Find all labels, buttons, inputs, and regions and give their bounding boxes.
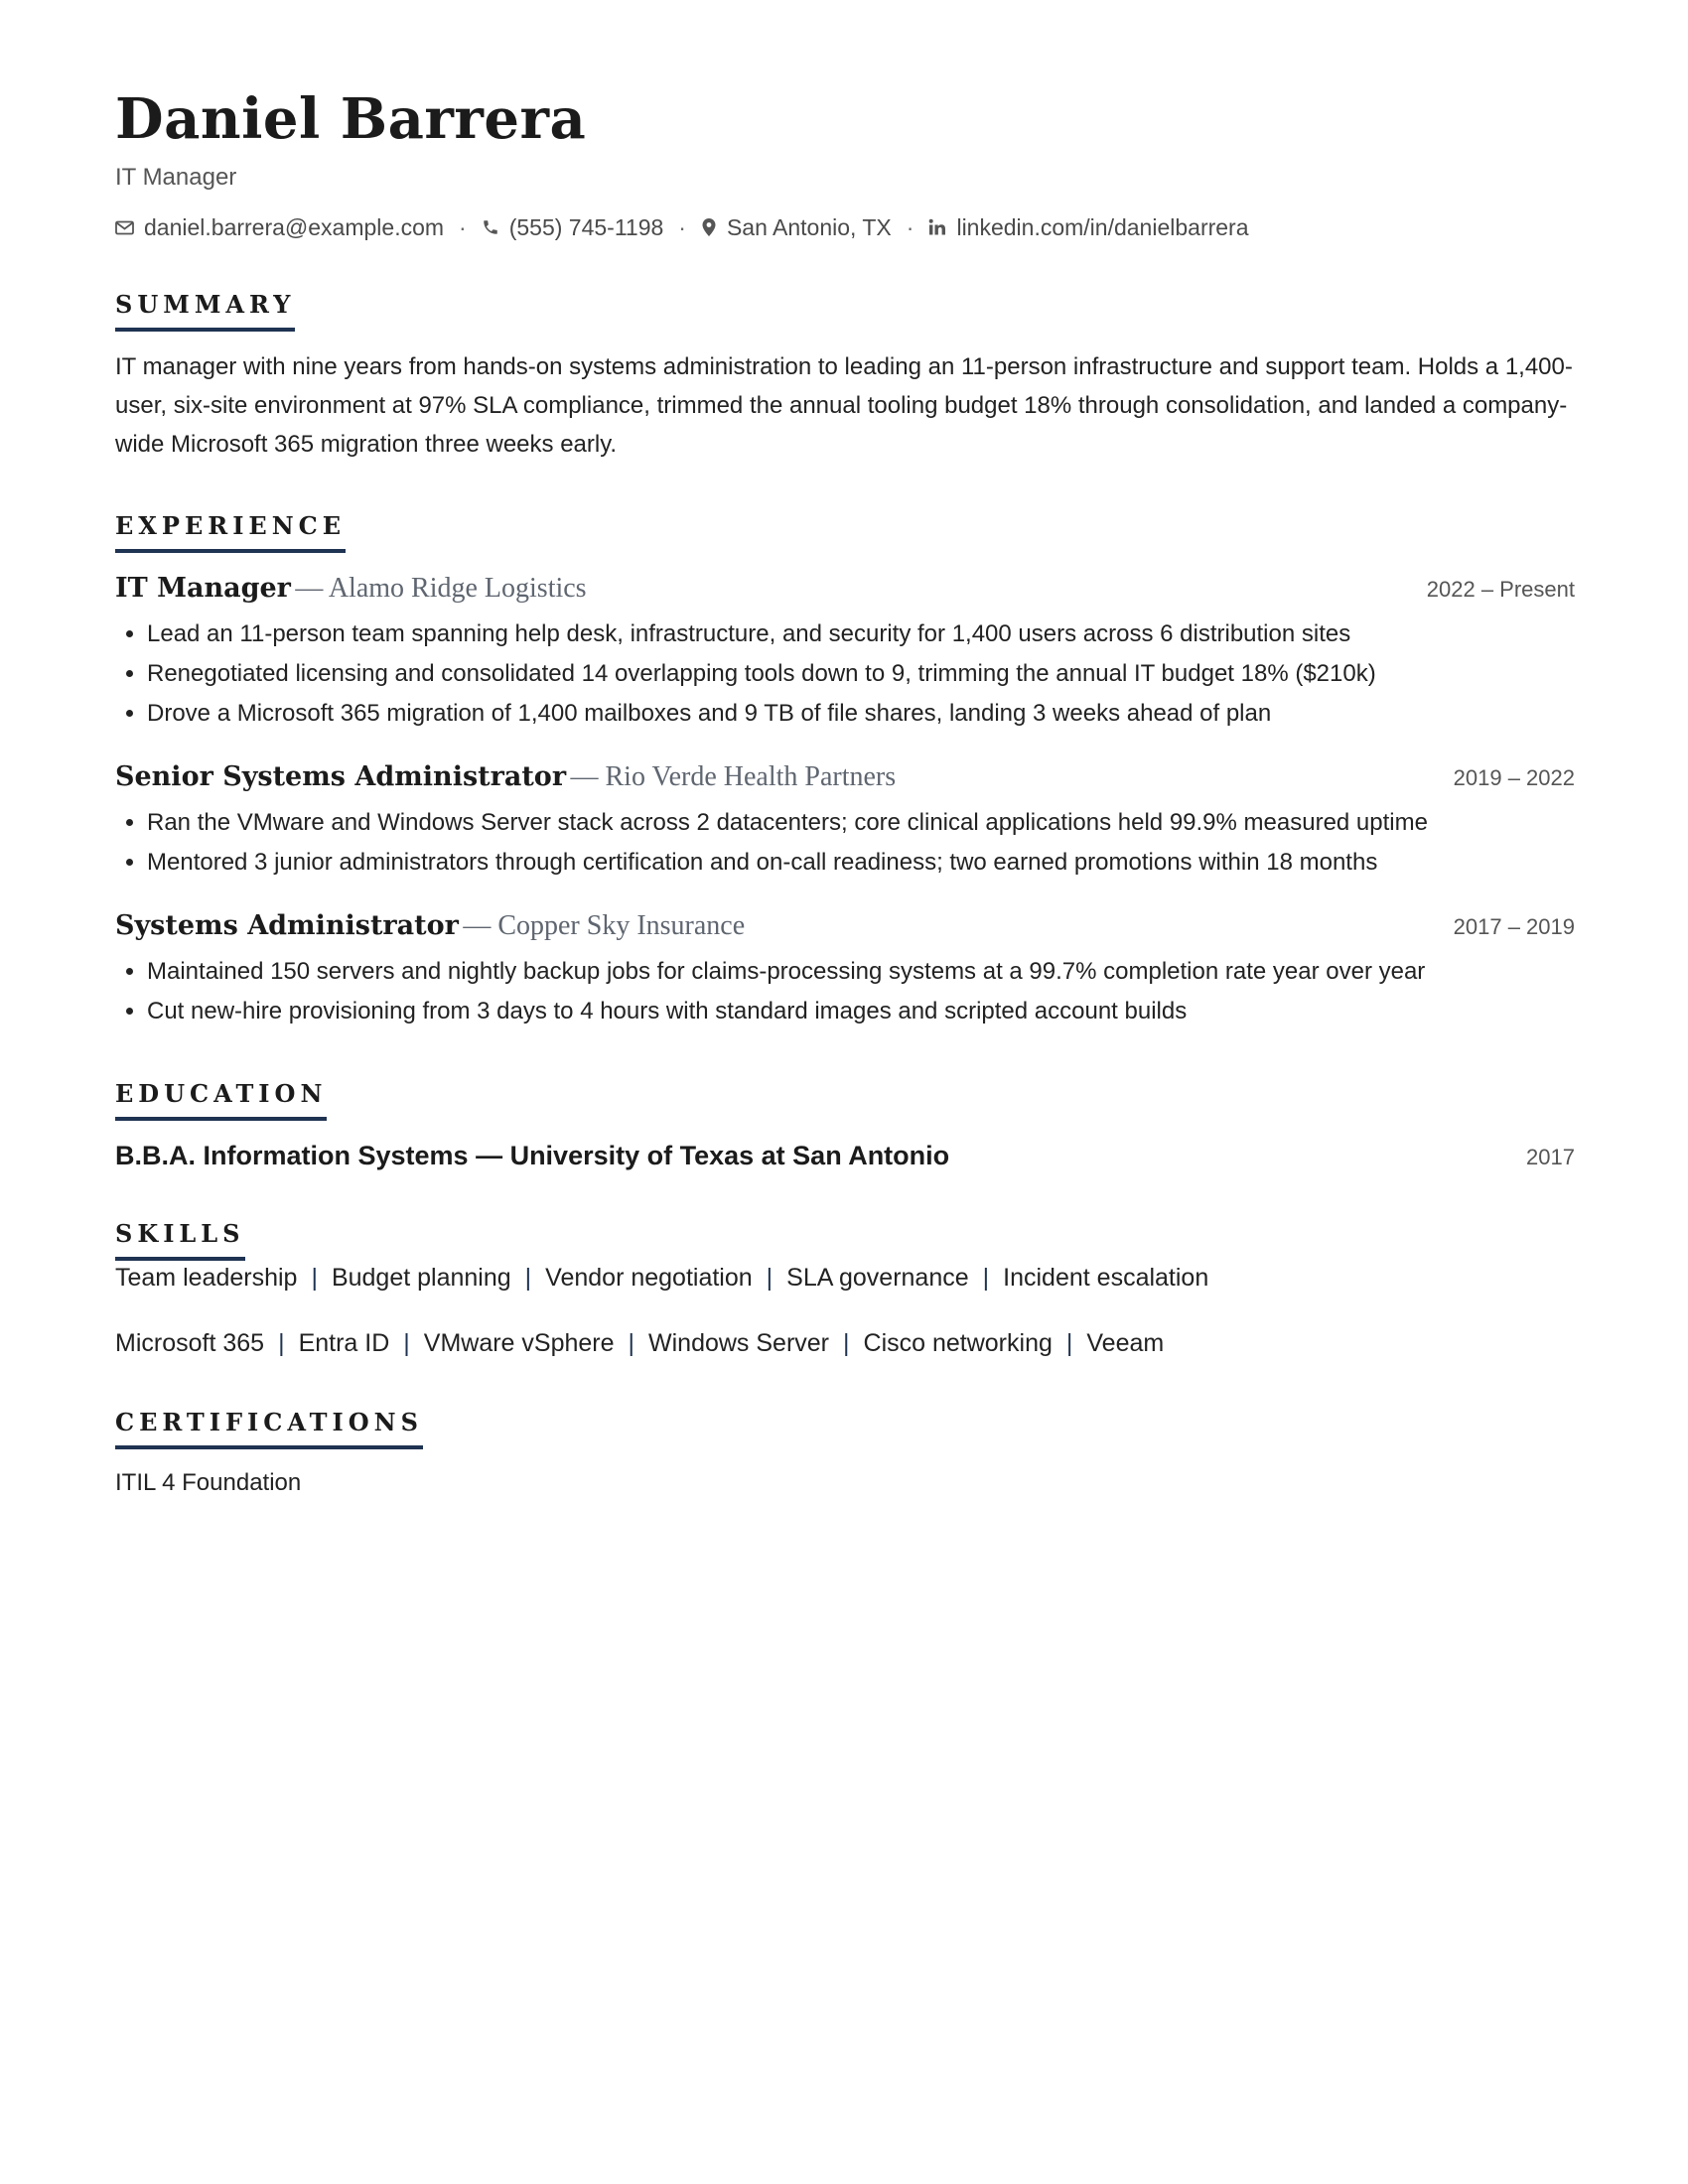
job-bullet: • Cut new-hire provisioning from 3 days to 4 hours with standard images and scripted account builds (147, 992, 1575, 1031)
candidate-role: IT Manager (115, 164, 237, 191)
resume-page (115, 79, 1575, 1499)
experience-section (115, 511, 1575, 1031)
education-section (115, 1079, 1575, 1171)
skill-separator: | (628, 1329, 635, 1357)
job-dates: 2022 – Present (1426, 577, 1575, 602)
skill-separator: | (311, 1264, 318, 1292)
skill-item: Cisco networking (863, 1329, 1053, 1357)
skill-separator: | (982, 1264, 990, 1292)
skills-line (115, 1326, 1575, 1360)
skill-item: Incident escalation (1003, 1264, 1209, 1292)
skill-separator: | (403, 1329, 410, 1357)
skill-item: Microsoft 365 (115, 1329, 265, 1357)
section-title-experience: EXPERIENCE (115, 511, 346, 553)
summary-section (115, 290, 1575, 464)
skills-section (115, 1219, 1575, 1360)
certification-item: ITIL 4 Foundation (115, 1469, 302, 1496)
section-title-skills: SKILLS (115, 1219, 245, 1261)
job-heading (115, 573, 587, 605)
contact-separator: · (459, 214, 467, 240)
job-bullet: • Ran the VMware and Windows Server stack across 2 datacenters; core clinical applications held 99.9% measured uptime (147, 803, 1575, 843)
job-bullet: • Drove a Microsoft 365 migration of 1,400 mailboxes and 9 TB of file shares, landing 3 weeks ahead of plan (147, 694, 1575, 734)
job-bullets (115, 803, 1575, 883)
candidate-name: Daniel Barrera (115, 86, 587, 152)
job-company: — Alamo Ridge Logistics (295, 573, 587, 604)
skill-item: VMware vSphere (423, 1329, 615, 1357)
linkedin-text: linkedin.com/in/danielbarrera (956, 214, 1249, 240)
skill-item: Entra ID (298, 1329, 390, 1357)
section-title-education: EDUCATION (115, 1079, 327, 1121)
job-header (115, 910, 1575, 942)
skill-separator: | (843, 1329, 850, 1357)
contact-separator: · (906, 214, 914, 240)
map-pin-icon (701, 217, 717, 237)
phone-icon (482, 218, 499, 236)
job-bullet: • Mentored 3 junior administrators through certification and on-call readiness; two earned promotions within 18 months (147, 843, 1575, 883)
location-text: San Antonio, TX (726, 214, 892, 240)
skill-item: Veeam (1086, 1329, 1165, 1357)
job-bullet: • Maintained 150 servers and nightly backup jobs for claims-processing systems at a 99.7% completion rate year over year (147, 952, 1575, 992)
skill-item: SLA governance (786, 1264, 969, 1292)
phone-text: (555) 745-1198 (508, 214, 664, 240)
job-header (115, 761, 1575, 793)
job-dates: 2017 – 2019 (1453, 914, 1575, 939)
job-bullet: • Renegotiated licensing and consolidated 14 overlapping tools down to 9, trimming the annual IT budget 18% ($210k) (147, 654, 1575, 694)
education-degree: B.B.A. Information Systems — University of Texas at San Antonio (115, 1141, 950, 1170)
skill-separator: | (766, 1264, 774, 1292)
skill-separator: | (524, 1264, 532, 1292)
job-header (115, 573, 1575, 605)
job-bullets (115, 614, 1575, 734)
skill-separator: | (1065, 1329, 1073, 1357)
certifications-section (115, 1408, 1575, 1499)
job-bullet: • Lead an 11-person team spanning help desk, infrastructure, and security for 1,400 users across 6 distribution sites (147, 614, 1575, 654)
job-bullets (115, 952, 1575, 1031)
linkedin-icon (928, 218, 946, 236)
contact-bar (115, 212, 1575, 242)
email-text: daniel.barrera@example.com (144, 214, 445, 240)
skill-separator: | (278, 1329, 285, 1357)
contact-email[interactable] (115, 212, 444, 242)
job-entry (115, 573, 1575, 734)
skill-item: Windows Server (648, 1329, 830, 1357)
job-title: IT Manager (115, 573, 291, 604)
job-title: Systems Administrator (115, 910, 459, 941)
job-company: — Copper Sky Insurance (463, 910, 746, 941)
envelope-icon (115, 220, 134, 235)
section-title-certifications: CERTIFICATIONS (115, 1408, 423, 1449)
skill-item: Budget planning (331, 1264, 511, 1292)
contact-phone[interactable] (482, 212, 664, 242)
contact-separator: · (678, 214, 686, 240)
job-company: — Rio Verde Health Partners (570, 761, 897, 792)
skill-item: Team leadership (115, 1264, 298, 1292)
job-entry (115, 910, 1575, 1031)
job-dates: 2019 – 2022 (1453, 765, 1575, 790)
section-title-summary: SUMMARY (115, 290, 295, 332)
skill-item: Vendor negotiation (545, 1264, 753, 1292)
job-entry (115, 761, 1575, 883)
summary-text: IT manager with nine years from hands-on systems administration to leading an 11-person infrastructure and support team. Holds a 1,400-user, six-site environment at 97% SLA compliance, trimmed the annual tooling budget 18% through consolidation, and landed a company-wide Microsoft 365 migration three weeks early. (115, 353, 1573, 458)
education-year: 2017 (1526, 1145, 1575, 1169)
contact-location (701, 212, 892, 242)
skills-line (115, 1261, 1575, 1295)
job-title: Senior Systems Administrator (115, 761, 567, 792)
contact-linkedin[interactable] (928, 212, 1248, 242)
job-heading (115, 910, 745, 942)
job-heading (115, 761, 896, 793)
education-entry (115, 1141, 1575, 1171)
